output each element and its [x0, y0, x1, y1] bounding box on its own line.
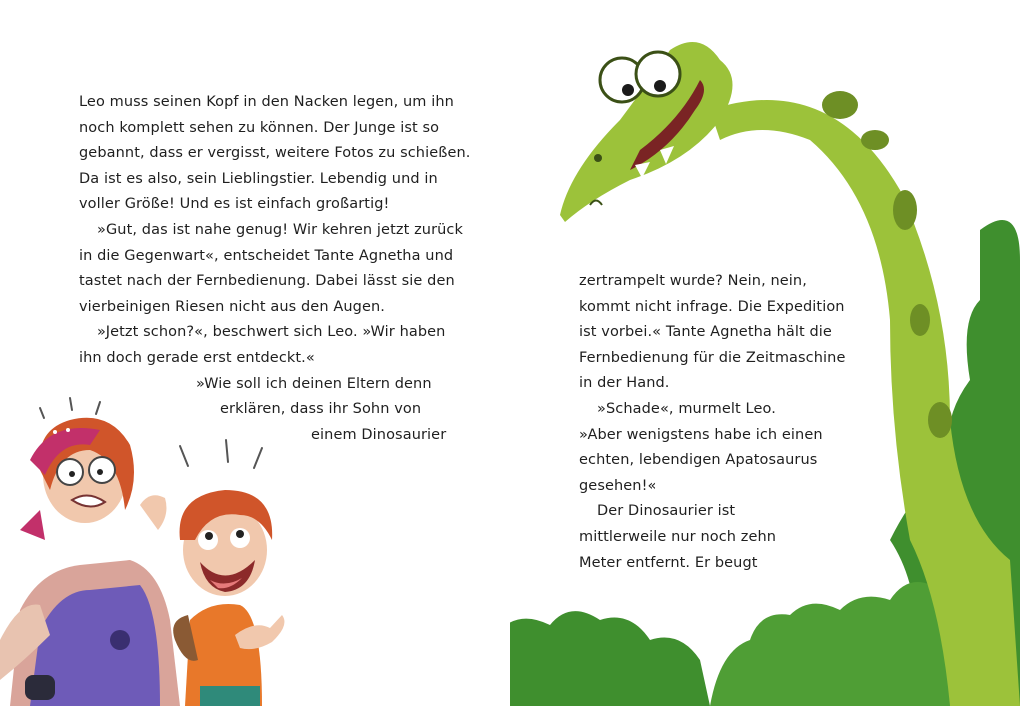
text-line: einem Dinosaurier	[311, 426, 447, 443]
text-line: Der Dinosaurier ist	[597, 503, 736, 520]
text-line: Meter entfernt. Er beugt	[579, 554, 758, 571]
text-line: Da ist es also, sein Lieblingstier. Lebendig und in	[79, 170, 438, 187]
text-line: gebannt, dass er vergisst, weitere Fotos zu schießen.	[79, 145, 471, 162]
text-line: ist vorbei.« Tante Agnetha hält die	[579, 324, 832, 341]
text-line: zertrampelt wurde? Nein, nein,	[579, 273, 807, 289]
text-line: mittlerweile nur noch zehn	[579, 528, 777, 545]
leo-figure	[173, 490, 284, 706]
right-page-text	[579, 269, 846, 576]
text-line: kommt nicht infrage. Die Expedition	[579, 298, 845, 315]
text-line: »Wie soll ich deinen Eltern denn	[196, 375, 432, 392]
text-line: erklären, dass ihr Sohn von	[220, 401, 422, 418]
text-line: gesehen!«	[579, 477, 657, 494]
text-line: »Gut, das ist nahe genug! Wir kehren jetzt zurück	[97, 221, 463, 238]
text-line: Leo muss seinen Kopf in den Nacken legen, um ihn	[79, 94, 454, 110]
text-line: »Aber wenigstens habe ich einen	[579, 426, 823, 443]
aunt-agnetha-figure	[0, 418, 180, 706]
right-page	[510, 0, 1020, 706]
text-line: voller Größe! Und es ist einfach großartig!	[79, 196, 390, 213]
text-line: vierbeinigen Riesen nicht aus den Augen.	[79, 298, 385, 315]
text-line: Fernbedienung für die Zeitmaschine	[579, 349, 846, 366]
text-line: tastet nach der Fernbedienung. Dabei lässt sie den	[79, 273, 455, 290]
text-line: ihn doch gerade erst entdeckt.«	[79, 349, 315, 366]
text-line: noch komplett sehen zu können. Der Junge ist so	[79, 119, 440, 136]
text-line: »Schade«, murmelt Leo.	[597, 400, 776, 417]
characters-illustration	[0, 390, 300, 706]
text-line: in der Hand.	[579, 375, 670, 392]
text-line: in die Gegenwart«, entscheidet Tante Agnetha und	[79, 247, 454, 264]
text-line: echten, lebendigen Apatosaurus	[579, 452, 818, 469]
text-line: »Jetzt schon?«, beschwert sich Leo. »Wir haben	[97, 324, 446, 341]
